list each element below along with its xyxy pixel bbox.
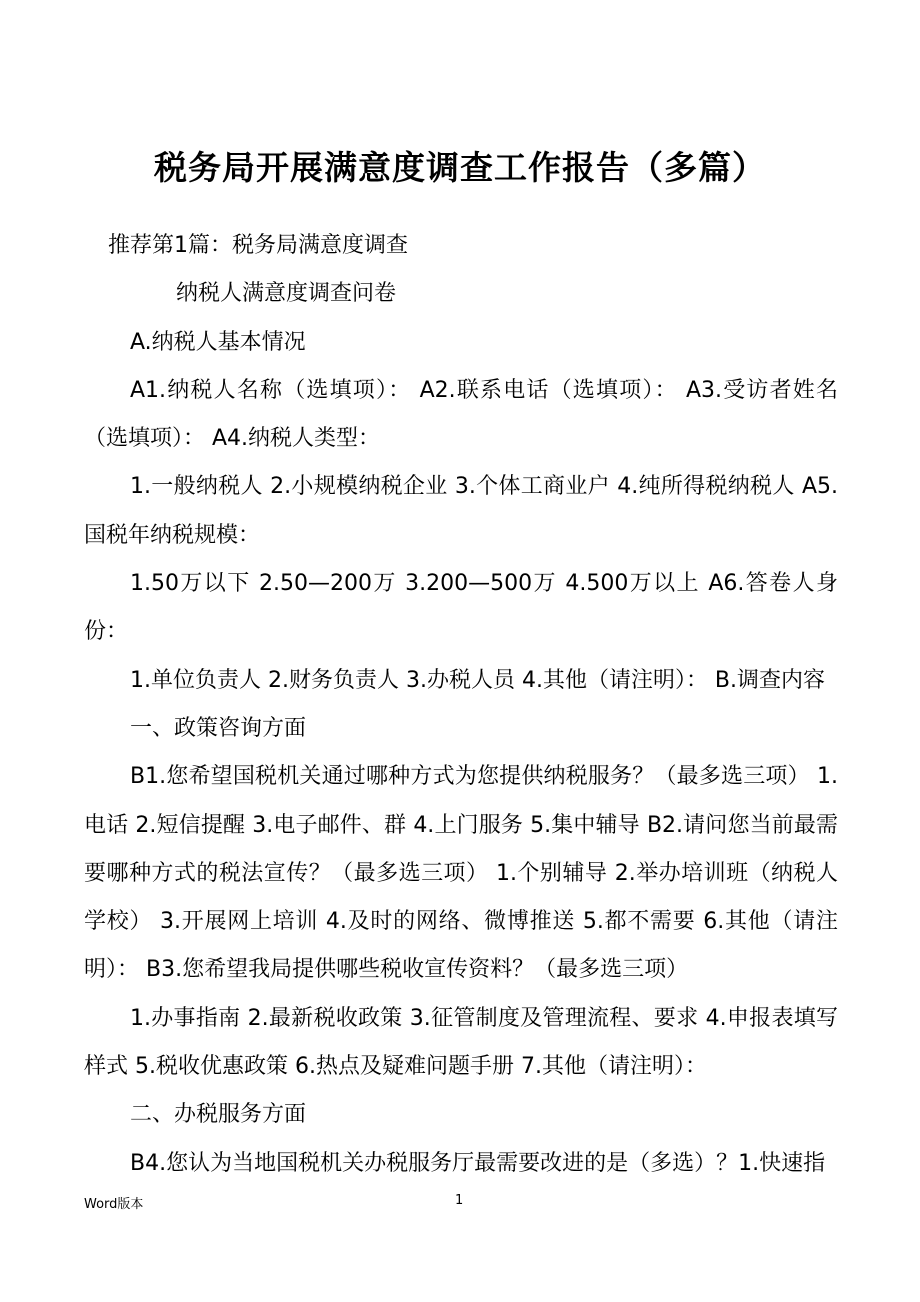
questionnaire-title: 纳税人满意度调查问卷 xyxy=(176,281,397,307)
section-service-heading: 二、办税服务方面 xyxy=(130,1102,307,1128)
paragraph-a1-a4: A1.纳税人名称（选填项）： A2.联系电话（选填项）： A3.受访者姓名（选填项）： A4.纳税人类型： xyxy=(84,377,838,452)
paragraph-b3-options: 1.办事指南 2.最新税收政策 3.征管制度及管理流程、要求 4.申报表填写样式 5.税收优惠政策 6.热点及疑难问题手册 7.其他（请注明）： xyxy=(84,1005,838,1080)
section-policy-heading: 一、政策咨询方面 xyxy=(130,715,307,741)
paragraph-b1-b3: B1.您希望国税机关通过哪种方式为您提供纳税服务？（最多选三项） 1.电话 2.短信提醒 3.电子邮件、群 4.上门服务 5.集中辅导 B2.请问您当前最需要哪种方式的税法宣传？（最多选三项） 1.个别辅导 2.举办培训班（纳税人学校） 3.开展网上培训 4.及时的网络、微博推送 5.都不需要 6.其他（请注明）： B3.您希望我局提供哪些税收宣传资料？（最多选三项） xyxy=(84,764,838,983)
document-title: 税务局开展满意度调查工作报告（多篇） xyxy=(154,148,766,187)
paragraph-tax-scale: 1.50万以下 2.50—200万 3.200—500万 4.500万以上 A6.答卷人身份： xyxy=(84,571,838,645)
footer-page-number: 1 xyxy=(455,1193,464,1208)
paragraph-taxpayer-type: 1.一般纳税人 2.小规模纳税企业 3.个体工商业户 4.纯所得税纳税人 A5.国税年纳税规模： xyxy=(84,474,838,548)
paragraph-respondent-identity: 1.单位负责人 2.财务负责人 3.办税人员 4.其他（请注明）： B.调查内容 xyxy=(130,667,826,693)
document-body xyxy=(84,222,838,1188)
paragraph-b4: B4.您认为当地国税机关办税服务厅最需要改进的是（多选）？1.快速指 xyxy=(130,1150,826,1176)
recommendation-heading: 推荐第1篇：税务局满意度调查 xyxy=(108,233,408,258)
footer-version-label: Word版本 xyxy=(84,1197,144,1212)
section-a-heading: A.纳税人基本情况 xyxy=(130,329,306,355)
